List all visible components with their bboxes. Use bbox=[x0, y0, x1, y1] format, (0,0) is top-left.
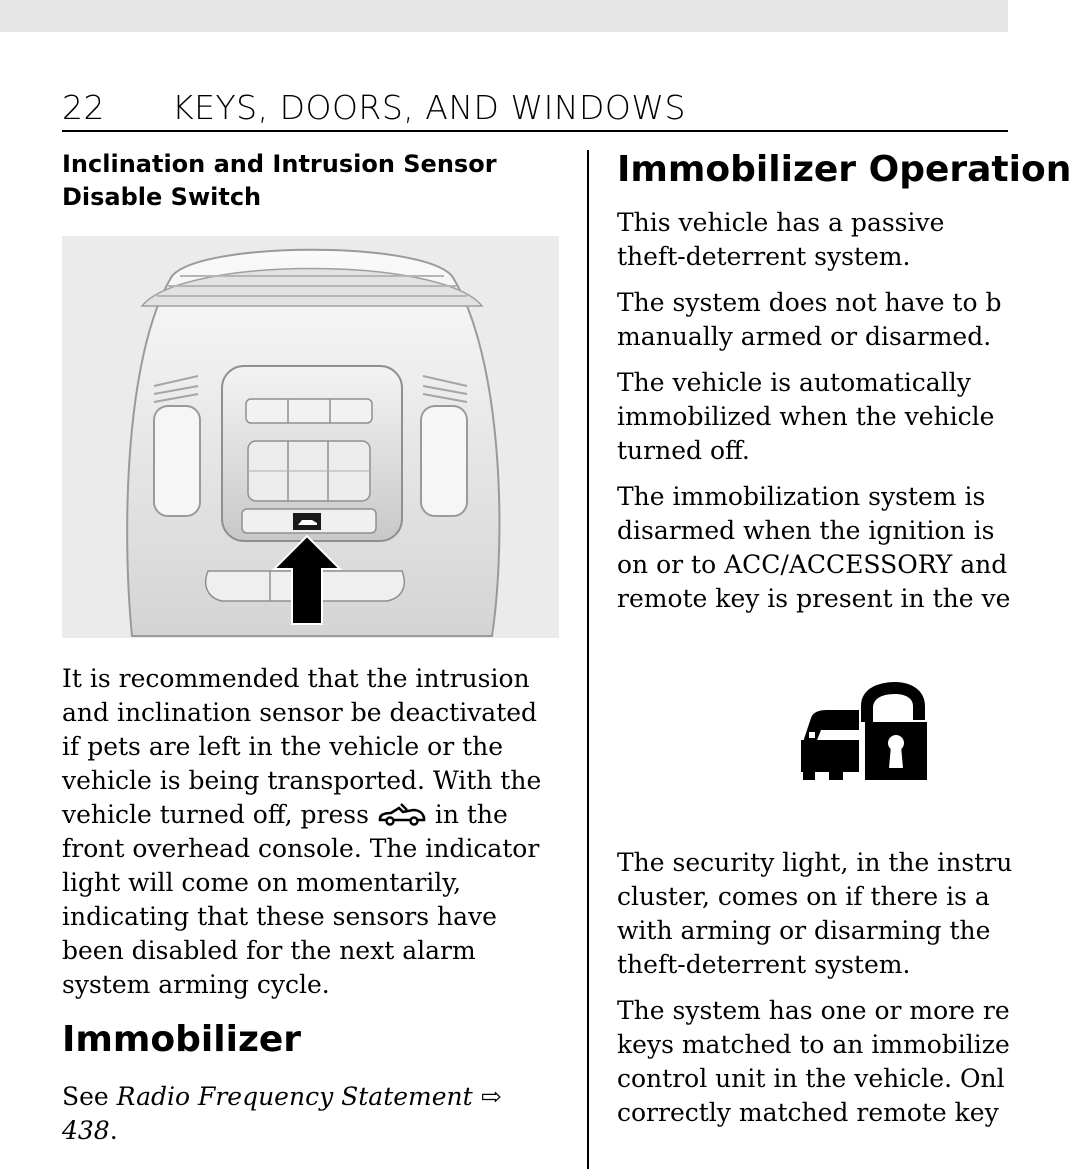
sensor-line: light will come on momentarily, bbox=[62, 868, 462, 897]
sensor-heading bbox=[62, 148, 562, 214]
reference-page[interactable]: 438 bbox=[62, 1116, 110, 1145]
sensor-line: indicating that these sensors have bbox=[62, 902, 497, 931]
page-header bbox=[62, 88, 1008, 132]
sensor-line: It is recommended that the intrusion bbox=[62, 664, 530, 693]
see-reference: See Radio Frequency Statement ⇨ 438. bbox=[62, 1082, 502, 1145]
car-padlock-security-icon bbox=[799, 680, 929, 782]
right-column-lower bbox=[617, 846, 1037, 1130]
immobilizer-operation-heading: Immobilizer Operation bbox=[617, 149, 1071, 190]
cross-reference-link[interactable]: Radio Frequency Statement bbox=[116, 1082, 473, 1111]
section-title: KEYS, DOORS, AND WINDOWS bbox=[172, 88, 686, 127]
sensor-line: front overhead console. The indicator bbox=[62, 834, 540, 863]
convertible-car-icon bbox=[377, 801, 427, 825]
paragraph: This vehicle has a passive theft-deterrent system. bbox=[617, 208, 945, 271]
top-bar bbox=[0, 0, 1008, 32]
sensor-line: if pets are left in the vehicle or the bbox=[62, 732, 504, 761]
sensor-heading-line2: Disable Switch bbox=[62, 183, 262, 211]
overhead-console-figure bbox=[62, 236, 559, 638]
paragraph: The system has one or more re keys matched to an immobilize control unit in the vehicle. Onl correctly matched remote key bbox=[617, 996, 1010, 1127]
arrow-ref-icon: ⇨ bbox=[472, 1082, 502, 1111]
right-column bbox=[617, 148, 1071, 616]
sensor-line-press: vehicle turned off, press in the bbox=[62, 800, 508, 829]
sensor-heading-line1: Inclination and Intrusion Sensor bbox=[62, 150, 497, 178]
sensor-paragraph bbox=[62, 662, 562, 1002]
paragraph: The system does not have to b manually armed or disarmed. bbox=[617, 288, 1002, 351]
column-divider bbox=[587, 150, 589, 1169]
sensor-line: vehicle is being transported. With the bbox=[62, 766, 542, 795]
paragraph: The vehicle is automatically immobilized when the vehicle turned off. bbox=[617, 368, 995, 465]
immobilizer-heading: Immobilizer bbox=[62, 1019, 302, 1060]
page-number: 22 bbox=[62, 88, 105, 127]
overhead-console-illustration bbox=[62, 236, 559, 638]
left-column bbox=[62, 148, 562, 1148]
sensor-line: and inclination sensor be deactivated bbox=[62, 698, 538, 727]
paragraph: The immobilization system is disarmed when the ignition is on or to ACC/ACCESSORY and remote key is present in the ve bbox=[617, 482, 1011, 613]
sensor-line: been disabled for the next alarm bbox=[62, 936, 476, 965]
sensor-line: system arming cycle. bbox=[62, 970, 330, 999]
paragraph: The security light, in the instru cluster, comes on if there is a with arming or disarming the theft-deterrent system. bbox=[617, 848, 1013, 979]
